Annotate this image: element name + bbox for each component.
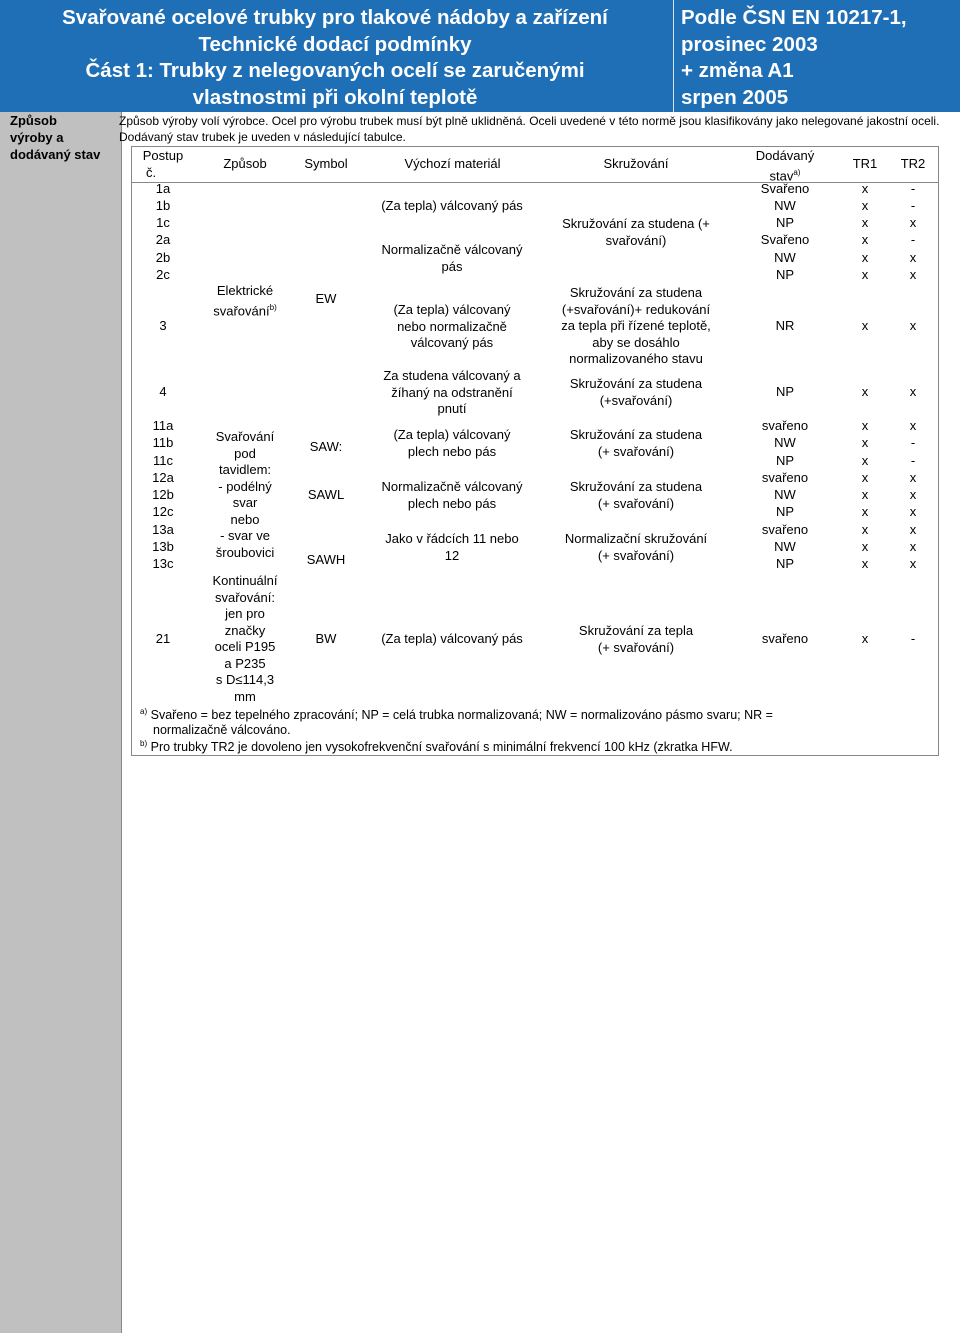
cell-postup: 3 [159, 318, 167, 333]
sidebar [0, 112, 122, 1333]
cell-tr1: x [861, 470, 869, 485]
cell-tr1: x [861, 487, 869, 502]
title-line: Svařované ocelové trubky pro tlakové nádoby a zařízení [62, 6, 608, 29]
cell-tr2: - [910, 232, 916, 247]
cell-material: (Za tepla) válcovaný pás [381, 631, 523, 646]
cell-postup: 2b [155, 250, 171, 265]
cell-tr1: x [861, 435, 869, 450]
cell-tr1: x [861, 250, 869, 265]
cell-tr2: - [910, 435, 916, 450]
cell-stav: svařeno [761, 470, 809, 485]
cell-postup: 11b [152, 435, 174, 450]
cell-tr1: x [861, 267, 869, 282]
cell-tr1: x [861, 384, 869, 399]
cell-postup: 1b [155, 198, 171, 213]
cell-stav: svařeno [761, 631, 809, 646]
cell-postup: 2a [155, 232, 171, 247]
cell-tr1: x [861, 318, 869, 333]
cell-tr2: x [909, 487, 917, 502]
cell-postup: 12b [152, 487, 174, 502]
cell-symbol: SAW: [309, 439, 343, 454]
cell-skruzovani: Skružování za studena (+svařování)+ redukování za tepla při řízené teplotě, aby se dosáhlo normalizovaného stavu [561, 285, 711, 366]
cell-stav: NW [774, 250, 796, 265]
standard-line: Podle ČSN EN 10217-1, [681, 6, 907, 29]
cell-tr2: x [909, 318, 917, 333]
cell-stav: Svařeno [760, 232, 810, 247]
cell-tr1: x [861, 232, 869, 247]
cell-stav: NP [775, 384, 795, 399]
cell-stav: NP [775, 556, 795, 571]
cell-skruzovani: Skružování za tepla (+ svařování) [578, 623, 694, 655]
cell-postup: 13c [152, 556, 174, 571]
cell-stav: Svařeno [760, 181, 810, 196]
title-line: Část 1: Trubky z nelegovaných ocelí se zaručenými [85, 59, 585, 82]
cell-material: Normalizačně válcovaný plech nebo pás [381, 479, 523, 511]
cell-tr1: x [861, 631, 869, 646]
header-divider [673, 0, 674, 112]
title-line: Technické dodací podmínky [198, 32, 472, 56]
cell-stav: NW [774, 539, 796, 554]
header-skruzovani: Skružování [603, 156, 669, 171]
cell-postup: 1a [155, 181, 171, 196]
cell-skruzovani: Normalizační skružování (+ svařování) [564, 531, 708, 563]
cell-tr2: x [909, 539, 917, 554]
standard-line: + změna A1 [681, 59, 794, 82]
cell-material: (Za tepla) válcovaný nebo normalizačně válcovaný pás [393, 302, 511, 350]
cell-stav: svařeno [761, 522, 809, 537]
cell-symbol: SAWL [307, 487, 345, 502]
cell-tr2: x [909, 215, 917, 230]
cell-postup: 2c [156, 267, 170, 282]
cell-material: (Za tepla) válcovaný pás [381, 198, 523, 213]
cell-tr2: x [909, 470, 917, 485]
cell-postup: 11c [153, 453, 173, 468]
cell-tr1: x [861, 539, 869, 554]
cell-tr2: x [909, 250, 917, 265]
cell-zpusob-bw: Kontinuální svařování: jen pro značky oceli P195 a P235 s D≤114,3 mm [212, 573, 278, 704]
cell-postup: 13b [152, 539, 174, 554]
cell-stav: NP [775, 215, 795, 230]
header-tr1: TR1 [852, 156, 878, 171]
cell-symbol: SAWH [306, 552, 346, 567]
cell-tr2: x [909, 384, 917, 399]
cell-postup: 1c [156, 215, 170, 230]
cell-tr2: - [910, 631, 916, 646]
cell-tr1: x [861, 453, 869, 468]
header-zpusob: Způsob [223, 156, 267, 171]
intro-text: Způsob výroby volí výrobce. Ocel pro výrobu trubek musí být plně uklidněná. Oceli uvedené v této normě jsou klasifikovány jako nelegované jakostní oceli. Dodávaný stav trubek je uveden v následující tabulce. [119, 114, 940, 144]
cell-material: Za studena válcovaný a žíhaný na odstranění pnutí [383, 368, 521, 416]
cell-postup: 12a [152, 470, 174, 485]
cell-material: (Za tepla) válcovaný plech nebo pás [393, 427, 511, 459]
cell-tr2: x [909, 418, 917, 433]
standard-reference [681, 5, 956, 111]
cell-skruzovani: Skružování za studena (+svařování) [569, 376, 703, 408]
cell-material: Jako v řádcích 11 nebo 12 [385, 531, 519, 563]
footnote-a: $^{a)}$ Svařeno = bez tepelného zpracování; NP = celá trubka normalizovaná; NW = normalizováno pásmo svaru; NR = [140, 707, 773, 723]
cell-tr2: x [909, 504, 917, 519]
cell-zpusob-ew: Elektrické svařování$^{b)}$ [213, 283, 277, 318]
cell-stav: NW [774, 487, 796, 502]
cell-tr2: x [909, 556, 917, 571]
cell-postup: 13a [152, 522, 174, 537]
cell-tr1: x [861, 418, 869, 433]
cell-tr1: x [861, 215, 869, 230]
cell-symbol: EW [315, 291, 337, 306]
cell-tr2: x [909, 522, 917, 537]
cell-stav: NP [775, 504, 795, 519]
cell-postup: 12c [152, 504, 174, 519]
cell-material: Normalizačně válcovaný pás [381, 242, 523, 274]
footnote-a-continued: normalizačně válcováno. [153, 723, 291, 737]
cell-postup: 21 [155, 631, 171, 646]
cell-tr1: x [861, 556, 869, 571]
cell-stav: NW [774, 435, 796, 450]
title-line: vlastnostmi při okolní teplotě [192, 85, 478, 109]
cell-tr1: x [861, 504, 869, 519]
section-label: Způsob výroby a dodávaný stav [10, 113, 101, 162]
cell-tr1: x [861, 522, 869, 537]
cell-tr2: x [909, 267, 917, 282]
cell-stav: NP [775, 267, 795, 282]
header-material: Výchozí materiál [404, 156, 501, 171]
footnote-b: $^{b)}$ Pro trubky TR2 je dovoleno jen vysokofrekvenční svařování s minimální frekvencí 100 kHz (zkratka HFW. [140, 739, 733, 755]
cell-tr2: - [910, 181, 916, 196]
document-title [0, 5, 670, 111]
standard-line: prosinec 2003 [681, 32, 818, 56]
header-symbol: Symbol [304, 156, 348, 171]
header-tr2: TR2 [900, 156, 926, 171]
header-banner [0, 0, 960, 112]
cell-stav: NW [774, 198, 796, 213]
header-dodavany-stav: Dodávaný stav$^{a)}$ [755, 148, 815, 183]
cell-tr2: - [910, 198, 916, 213]
cell-stav: svařeno [761, 418, 809, 433]
cell-stav: NP [775, 453, 795, 468]
cell-postup: 4 [159, 384, 167, 399]
cell-tr1: x [861, 181, 869, 196]
standard-line: srpen 2005 [681, 85, 789, 109]
header-postup: Postup č. [142, 148, 184, 180]
cell-skruzovani: Skružování za studena (+ svařování) [562, 216, 710, 248]
cell-tr1: x [861, 198, 869, 213]
cell-skruzovani: Skružování za studena (+ svařování) [569, 479, 703, 511]
cell-postup: 11a [152, 418, 174, 433]
cell-tr2: - [910, 453, 916, 468]
cell-symbol: BW [315, 631, 337, 646]
cell-stav: NR [775, 318, 795, 333]
cell-skruzovani: Skružování za studena (+ svařování) [569, 427, 703, 459]
cell-zpusob-saw: Svařování pod tavidlem: - podélný svar nebo - svar ve šroubovici [215, 429, 275, 560]
